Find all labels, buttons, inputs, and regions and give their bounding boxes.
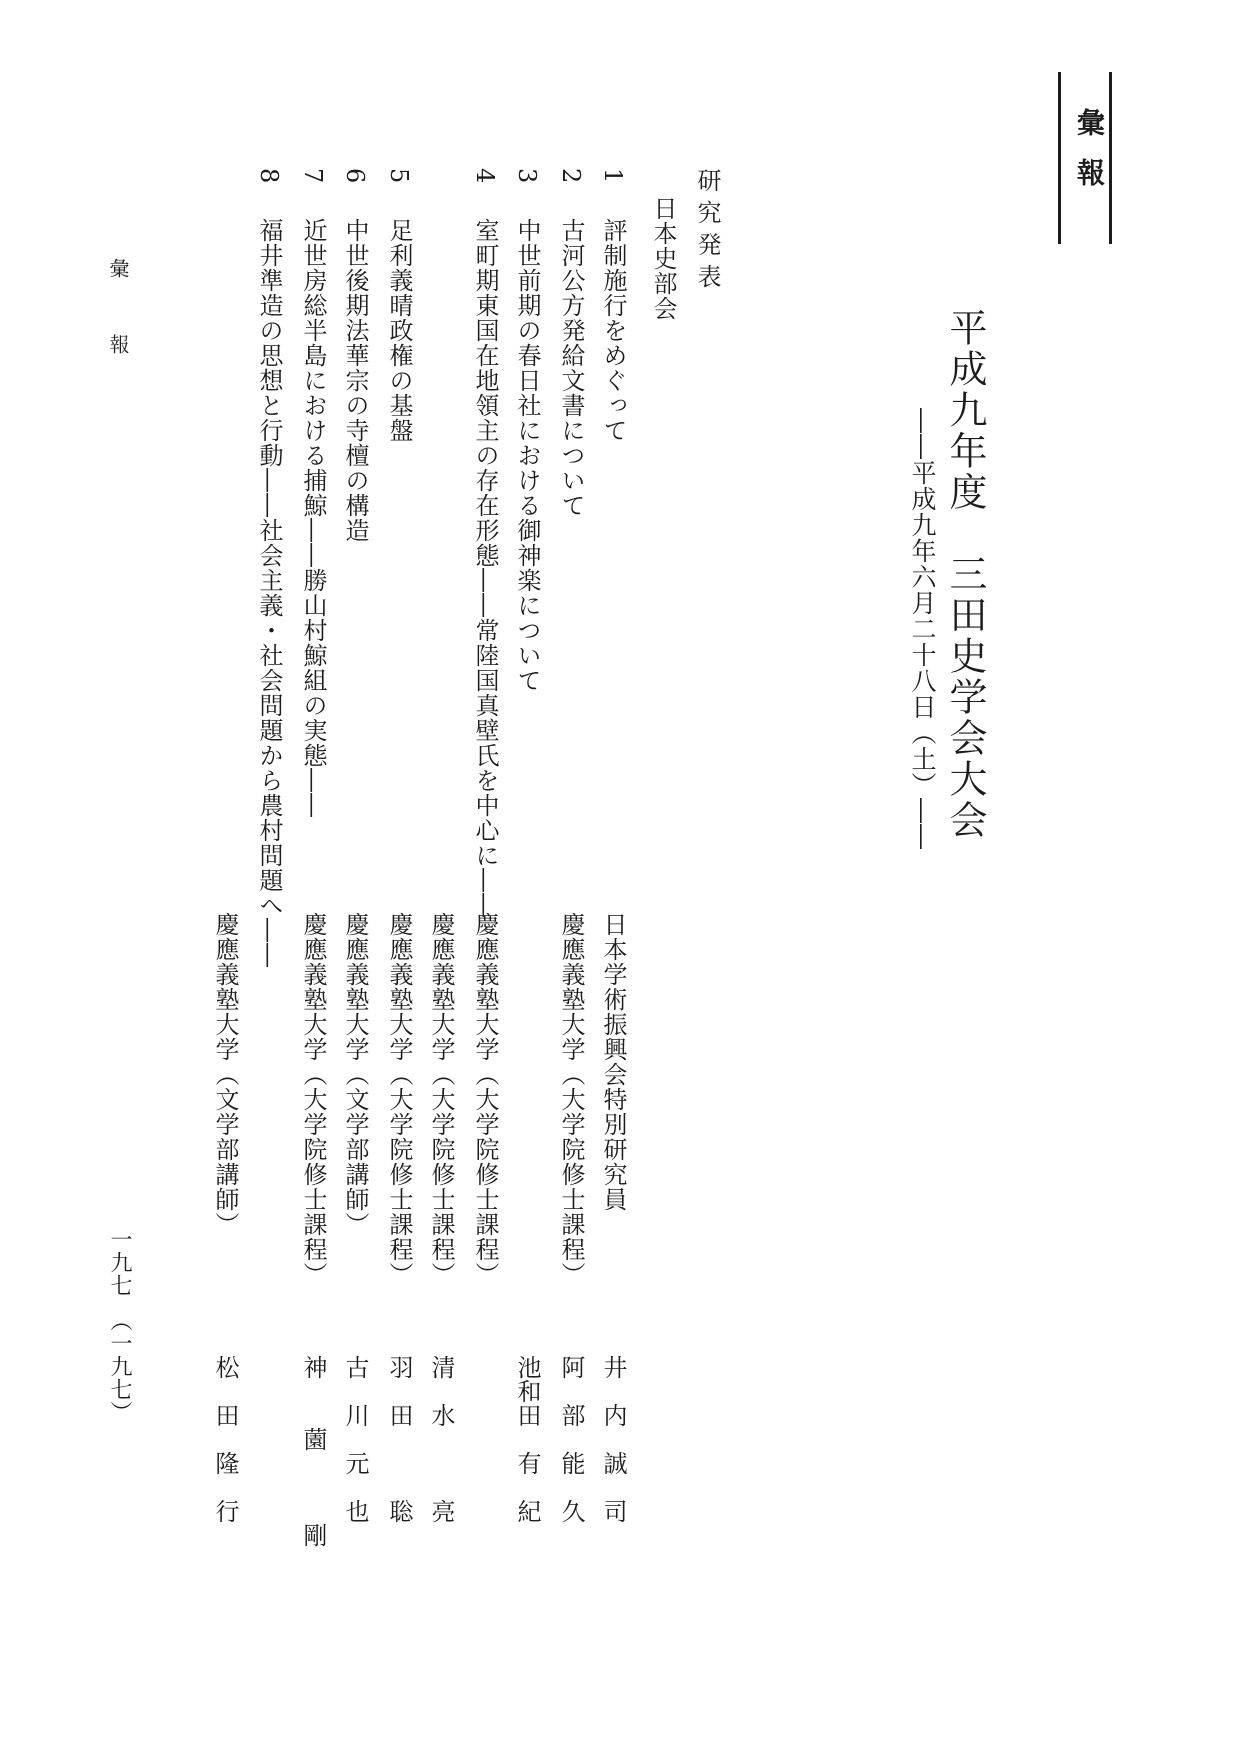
entry-number: 2 xyxy=(557,168,585,184)
presentation-entry xyxy=(470,0,520,1755)
entry-presenter: 池和田 有 紀 xyxy=(513,1355,541,1523)
entry-number: 6 xyxy=(341,168,369,184)
presentation-entry xyxy=(254,0,304,1755)
section-label: 彙報 xyxy=(1073,108,1106,208)
presentation-entry xyxy=(556,0,606,1755)
running-head: 彙 報 xyxy=(106,258,130,372)
entry-title: 室町期東国在地領主の存在形態――常陸国真壁氏を中心に―― xyxy=(471,218,499,918)
entry-presenter: 羽 田 聡 xyxy=(385,1355,413,1523)
entry-presenter: 清 水 亮 xyxy=(427,1355,455,1523)
entry-presenter: 神 薗 剛 xyxy=(299,1355,327,1547)
entry-affiliation: 慶應義塾大学（大学院修士課程） xyxy=(427,912,455,1287)
entry-title: 中世前期の春日社における御神楽について xyxy=(513,218,541,693)
section-heading: 研究発表 xyxy=(693,168,721,296)
entry-title: 評制施行をめぐって xyxy=(599,218,627,443)
entry-affiliation: 慶應義塾大学（大学院修士課程） xyxy=(471,912,499,1287)
page-number: 一九七 （一九七） xyxy=(107,1228,132,1424)
entry-affiliation: 慶應義塾大学（大学院修士課程） xyxy=(385,912,413,1287)
entry-affiliation: 日本学術振興会特別研究員 xyxy=(599,912,627,1212)
entry-affiliation: 慶應義塾大学（大学院修士課程） xyxy=(557,912,585,1287)
entry-number: 1 xyxy=(599,168,627,184)
entry-title: 古河公方発給文書について xyxy=(557,218,585,518)
presentation-entry xyxy=(210,0,260,1755)
entry-affiliation: 慶應義塾大学（文学部講師） xyxy=(341,912,369,1237)
entry-number: 4 xyxy=(471,168,499,184)
main-title: 平成九年度 三田史学会大会 xyxy=(943,308,987,841)
entry-title: 中世後期法華宗の寺檀の構造 xyxy=(341,218,369,543)
entry-presenter: 阿 部 能 久 xyxy=(557,1355,585,1523)
date-line: ――平成九年六月二十八日（土）―― xyxy=(908,408,937,850)
entry-number: 8 xyxy=(255,168,283,184)
entry-title: 近世房総半島における捕鯨――勝山村鯨組の実態―― xyxy=(299,218,327,818)
entry-presenter: 古 川 元 也 xyxy=(341,1355,369,1523)
entry-number: 5 xyxy=(385,168,413,184)
entry-title: 足利義晴政権の基盤 xyxy=(385,218,413,443)
presentation-entry xyxy=(298,0,348,1755)
entry-number: 3 xyxy=(513,168,541,184)
entry-number: 7 xyxy=(299,168,327,184)
entry-presenter: 井 内 誠 司 xyxy=(599,1355,627,1523)
presentation-entry xyxy=(384,0,434,1755)
entry-affiliation: 慶應義塾大学（文学部講師） xyxy=(211,912,239,1237)
entry-presenter: 松 田 隆 行 xyxy=(211,1355,239,1523)
section-label-box xyxy=(1058,72,1112,244)
subheading: 日本史部会 xyxy=(649,196,677,321)
entry-affiliation: 慶應義塾大学（大学院修士課程） xyxy=(299,912,327,1287)
entry-title: 福井準造の思想と行動――社会主義・社会問題から農村問題へ―― xyxy=(255,218,283,968)
